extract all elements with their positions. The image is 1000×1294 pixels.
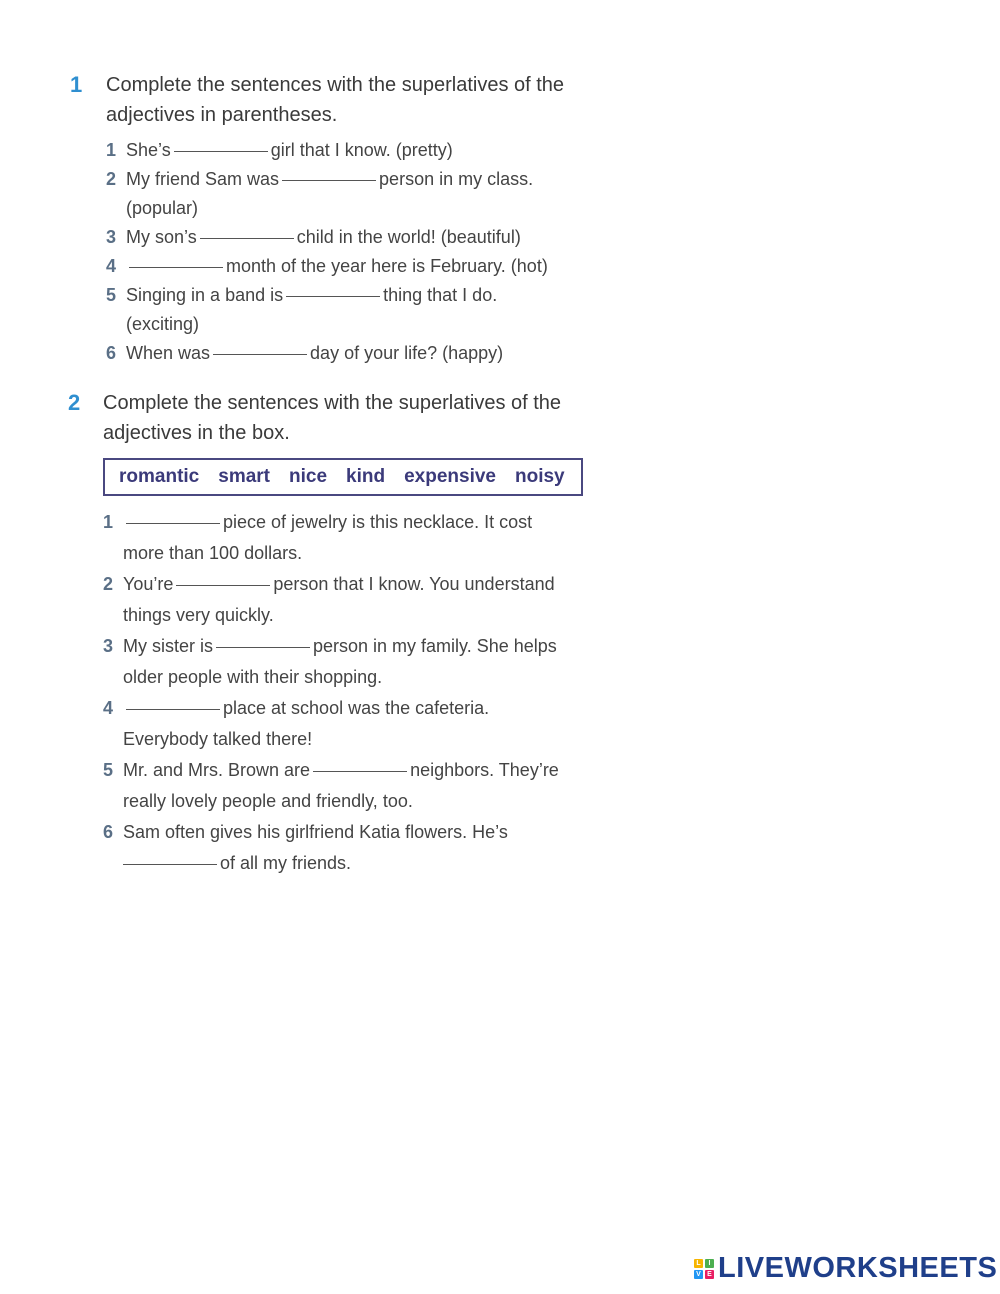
- item-text-after: piece of jewelry is this necklace. It cost: [223, 512, 533, 532]
- item-text-before: Mr. and Mrs. Brown are: [123, 760, 311, 780]
- item-number: 3: [103, 636, 114, 656]
- item-text-after: girl that I know. (pretty): [270, 140, 453, 160]
- word-box-item: expensive: [404, 466, 496, 487]
- answer-blank[interactable]: [200, 238, 294, 239]
- exercise-1-title-line2: adjectives in parentheses.: [106, 104, 338, 126]
- answer-blank[interactable]: [123, 864, 217, 865]
- exercise-1-number: 1: [70, 72, 83, 97]
- item-number: 2: [103, 574, 114, 594]
- item-number: 4: [103, 698, 114, 718]
- item-text-after: month of the year here is February. (hot): [226, 256, 548, 276]
- item-text-before: Singing in a band is: [126, 285, 284, 305]
- word-box-item: nice: [289, 466, 328, 487]
- item-text-after: place at school was the cafeteria.: [223, 698, 490, 718]
- exercise-1-title-line1: Complete the sentences with the superlatives of the: [106, 74, 565, 96]
- exercise-2-title: [103, 388, 573, 448]
- logo-letter: L: [694, 1259, 703, 1268]
- item-number: 1: [106, 140, 117, 160]
- exercise-2-title-line1: Complete the sentences with the superlatives of the: [103, 392, 562, 414]
- list-item: [103, 817, 559, 848]
- item-number: 5: [106, 285, 117, 305]
- item-text-after: child in the world! (beautiful): [296, 227, 521, 247]
- logo-letter: V: [694, 1270, 703, 1279]
- item-continuation: older people with their shopping.: [123, 667, 383, 687]
- exercise-2-number: 2: [68, 390, 81, 415]
- list-item: [106, 223, 548, 252]
- exercise-2-title-line2: adjectives in the box.: [103, 422, 290, 444]
- word-box-item: kind: [346, 466, 386, 487]
- logo-icon: [694, 1259, 714, 1279]
- item-continuation: things very quickly.: [123, 605, 274, 625]
- list-item: [103, 755, 559, 786]
- list-item: [106, 136, 548, 165]
- item-text-after: of all my friends.: [220, 853, 352, 873]
- word-box-item: romantic: [119, 466, 200, 487]
- word-box-item: noisy: [515, 466, 565, 487]
- list-item: [106, 339, 548, 368]
- item-continuation: [103, 848, 559, 879]
- item-text-before: My friend Sam was: [126, 169, 280, 189]
- list-item: [103, 569, 559, 600]
- item-text-after: day of your life? (happy): [310, 343, 504, 363]
- exercise-1-title: [106, 70, 576, 130]
- logo-letter: E: [705, 1270, 714, 1279]
- liveworksheets-logo[interactable]: [694, 1252, 997, 1285]
- item-number: 5: [103, 760, 114, 780]
- item-continuation: really lovely people and friendly, too.: [123, 791, 413, 811]
- word-box-item: smart: [218, 466, 270, 487]
- answer-blank[interactable]: [286, 296, 380, 297]
- answer-blank[interactable]: [126, 709, 220, 710]
- item-text-after: neighbors. They’re: [410, 760, 559, 780]
- item-continuation: (popular): [126, 198, 199, 218]
- answer-blank[interactable]: [313, 771, 407, 772]
- answer-blank[interactable]: [282, 180, 376, 181]
- item-text-before: When was: [126, 343, 211, 363]
- word-box: [103, 458, 583, 496]
- list-item: [103, 507, 559, 538]
- item-text-after: person in my class.: [379, 169, 534, 189]
- item-number: 6: [103, 822, 114, 842]
- answer-blank[interactable]: [176, 585, 270, 586]
- item-number: 2: [106, 169, 117, 189]
- item-text-before: She’s: [126, 140, 171, 160]
- answer-blank[interactable]: [213, 354, 307, 355]
- item-text-after: person in my family. She helps: [313, 636, 557, 656]
- item-number: 4: [106, 256, 117, 276]
- list-item: [106, 165, 548, 194]
- answer-blank[interactable]: [174, 151, 268, 152]
- answer-blank[interactable]: [129, 267, 223, 268]
- answer-blank[interactable]: [126, 523, 220, 524]
- item-text-before: My sister is: [123, 636, 213, 656]
- item-text-before: My son’s: [126, 227, 197, 247]
- item-text-after: thing that I do.: [383, 285, 498, 305]
- item-number: 3: [106, 227, 117, 247]
- item-continuation: Everybody talked there!: [123, 729, 313, 749]
- answer-blank[interactable]: [216, 647, 310, 648]
- item-text-after: person that I know. You understand: [273, 574, 555, 594]
- item-text-before: Sam often gives his girlfriend Katia flowers. He’s: [123, 822, 508, 842]
- item-number: 6: [106, 343, 117, 363]
- exercise-1-items: [106, 136, 548, 368]
- logo-text: LIVEWORKSHEETS: [718, 1252, 998, 1284]
- list-item: [106, 252, 548, 281]
- item-number: 1: [103, 512, 114, 532]
- item-continuation: more than 100 dollars.: [123, 543, 303, 563]
- list-item: [103, 631, 559, 662]
- exercise-2-items: [103, 507, 559, 879]
- list-item: [106, 281, 548, 310]
- list-item: [103, 693, 559, 724]
- item-continuation: (exciting): [126, 314, 200, 334]
- logo-letter: I: [705, 1259, 714, 1268]
- item-text-before: You’re: [123, 574, 174, 594]
